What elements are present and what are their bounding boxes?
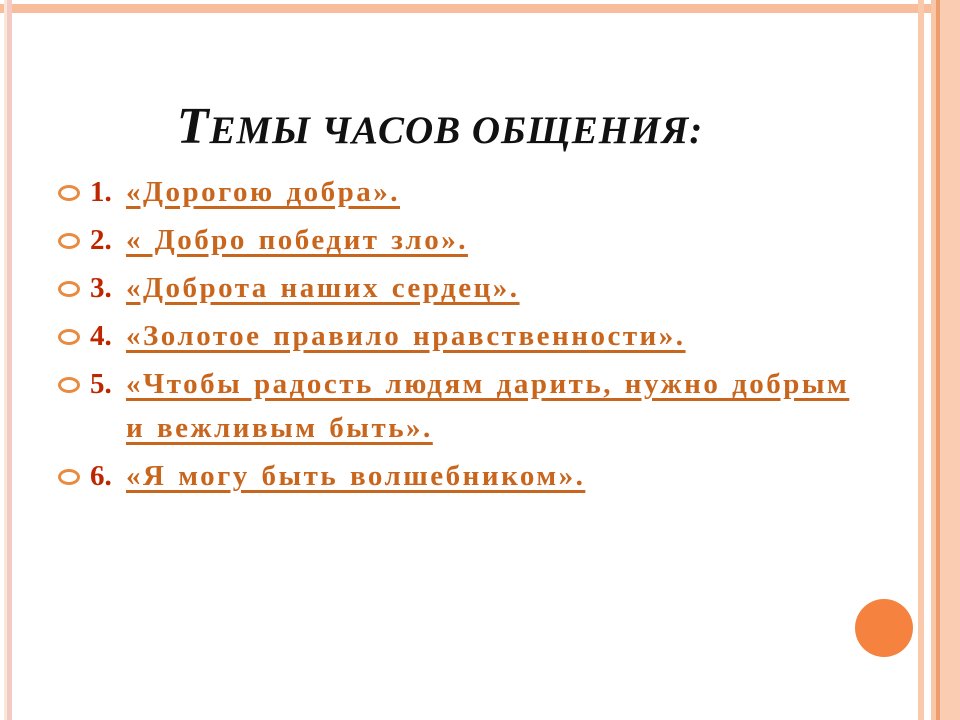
topic-link-4[interactable]: «Золотое правило нравственности». [126, 320, 686, 352]
right-border-stripe [918, 0, 924, 720]
list-item [58, 454, 860, 498]
circle-bullet-icon [58, 377, 80, 393]
slide-title-initial: Т [176, 98, 210, 156]
top-accent-bar [0, 4, 933, 13]
accent-circle [855, 599, 913, 657]
circle-bullet-icon [58, 469, 80, 485]
left-border-stripe-inner [7, 0, 12, 720]
circle-bullet-icon [58, 233, 80, 249]
circle-bullet-icon [58, 281, 80, 297]
slide-title [40, 97, 840, 161]
list-item [58, 362, 860, 450]
list-item [58, 314, 860, 358]
item-number: 2. [90, 224, 112, 256]
topic-link-2[interactable]: « Добро победит зло». [126, 224, 468, 256]
list-item [58, 266, 860, 310]
list-item [58, 170, 860, 214]
topics-list [58, 170, 860, 502]
item-number: 1. [90, 176, 112, 208]
slide-title-rest: ЕМЫ ЧАСОВ ОБЩЕНИЯ: [209, 109, 704, 153]
topic-link-1[interactable]: «Дорогою добра». [126, 176, 400, 208]
topic-link-5[interactable]: «Чтобы радость людям дарить, нужно добрым и вежливым быть». [126, 368, 850, 444]
list-item [58, 218, 860, 262]
item-number: 5. [90, 368, 112, 400]
circle-bullet-icon [58, 329, 80, 345]
topic-link-3[interactable]: «Доброта наших сердец». [126, 272, 520, 304]
topic-link-6[interactable]: «Я могу быть волшебником». [126, 460, 586, 492]
right-border-band [931, 0, 960, 720]
item-number: 4. [90, 320, 112, 352]
circle-bullet-icon [58, 185, 80, 201]
item-number: 3. [90, 272, 112, 304]
item-number: 6. [90, 460, 112, 492]
